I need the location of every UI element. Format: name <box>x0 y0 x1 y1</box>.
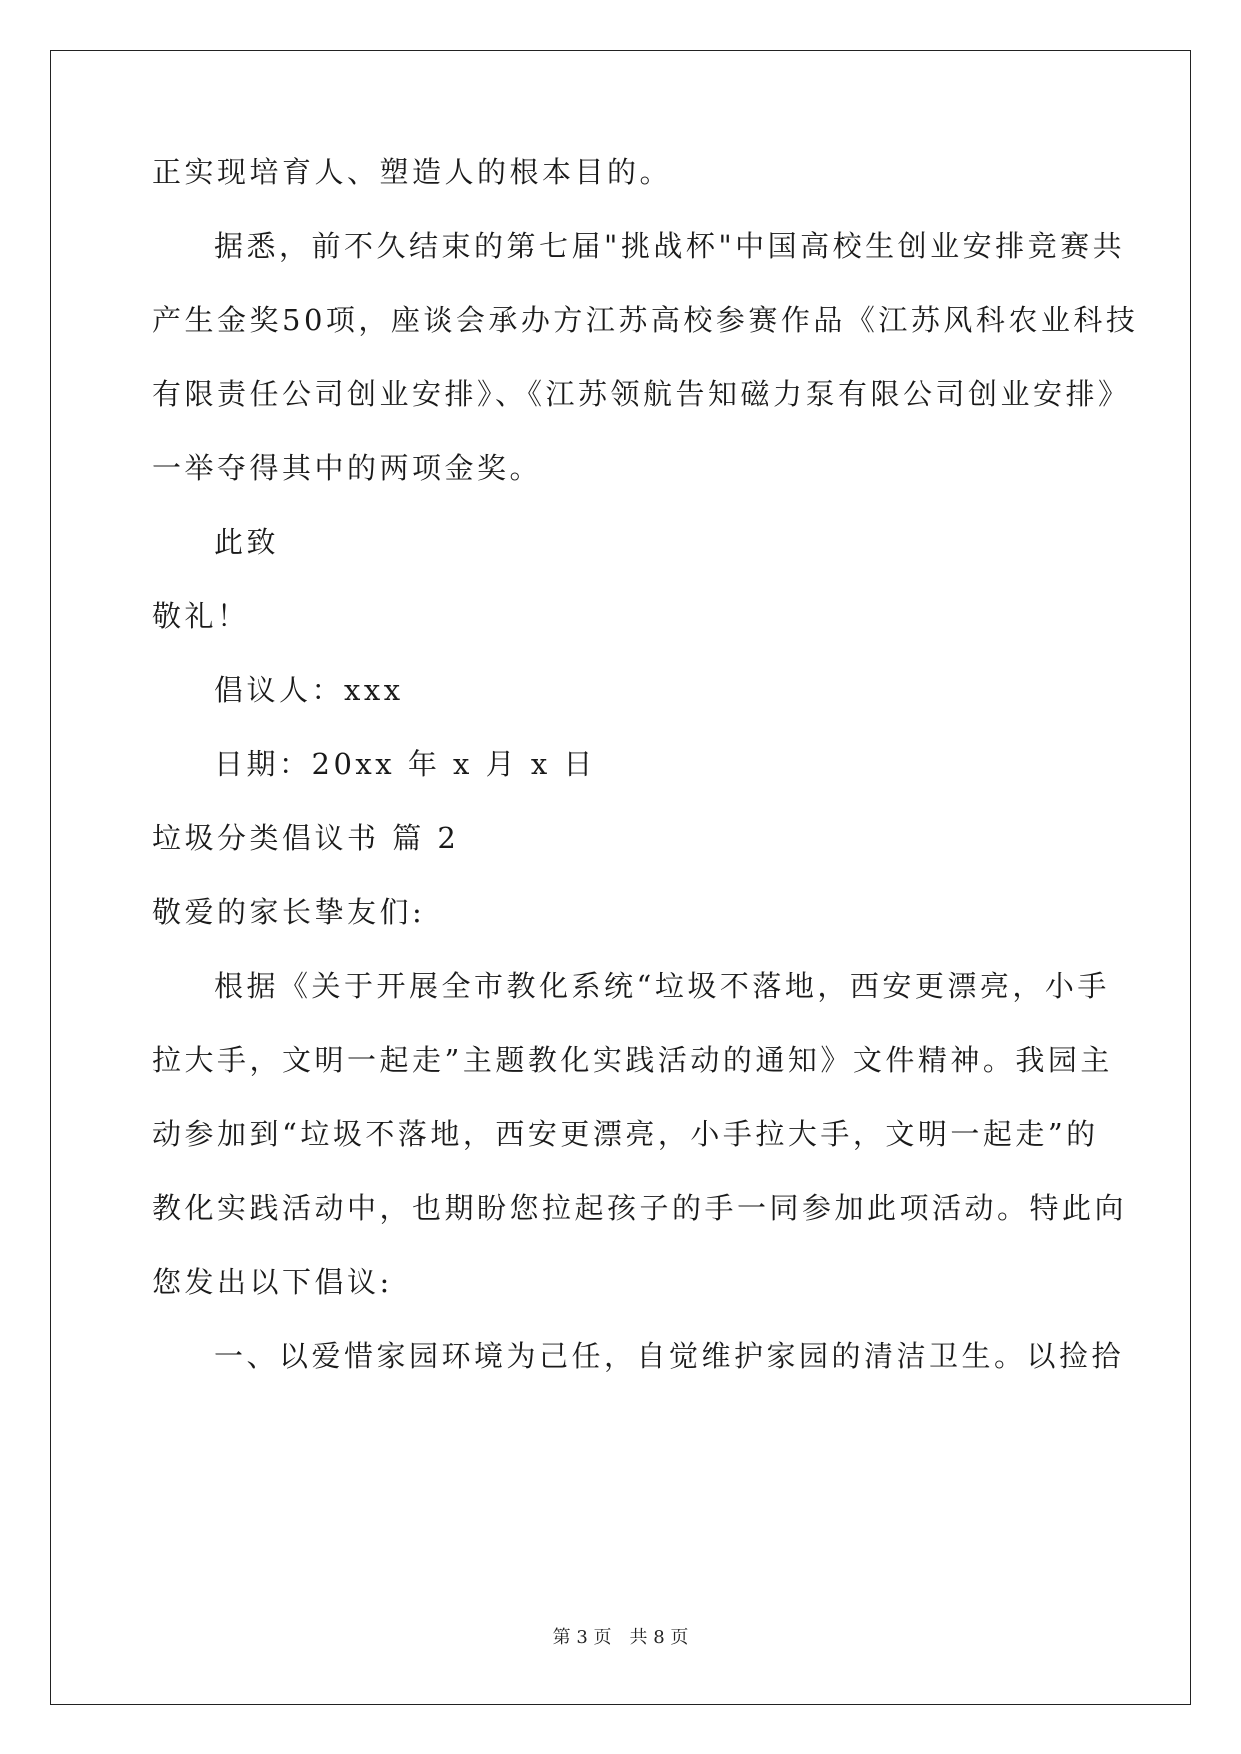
greeting-line: 敬爱的家长挚友们: <box>152 895 426 929</box>
text-line-17: 一、以爱惜家园环境为己任，自觉维护家园的清洁卫生。以捡拾 <box>214 1339 1125 1373</box>
text-line-2: 据悉，前不久结束的第七届"挑战杯"中国高校生创业安排竞赛共 <box>214 229 1126 263</box>
text-line-4: 有限责任公司创业安排》、《江苏领航告知磁力泵有限公司创业安排》 <box>152 377 1131 411</box>
text-line-16: 您发出以下倡议: <box>152 1265 393 1299</box>
text-line-15: 教化实践活动中，也期盼您拉起孩子的手一同参加此项活动。特此向 <box>152 1191 1128 1225</box>
text-line-3: 产生金奖50项，座谈会承办方江苏高校参赛作品《江苏风科农业科技 <box>152 303 1139 337</box>
closing-regards: 敬礼！ <box>152 599 250 633</box>
text-line-13: 拉大手，文明一起走”主题教化实践活动的通知》文件精神。我园主 <box>152 1043 1113 1077</box>
text-line-14: 动参加到“垃圾不落地，西安更漂亮，小手拉大手，文明一起走”的 <box>152 1117 1099 1151</box>
section-heading: 垃圾分类倡议书 篇 2 <box>152 821 460 855</box>
proposer-line: 倡议人：xxx <box>214 673 404 707</box>
page-footer <box>0 1627 1241 1649</box>
text-line-5: 一举夺得其中的两项金奖。 <box>152 451 543 485</box>
page-total: 共 8 页 <box>629 1627 689 1648</box>
text-line-12: 根据《关于开展全市教化系统“垃圾不落地，西安更漂亮，小手 <box>214 969 1110 1003</box>
date-line: 日期：20xx 年 x 月 x 日 <box>214 747 596 781</box>
closing-salutation: 此致 <box>214 525 280 559</box>
text-line-1: 正实现培育人、塑造人的根本目的。 <box>152 155 673 189</box>
page-number: 第 3 页 <box>552 1627 612 1648</box>
page-frame <box>50 50 1191 1705</box>
